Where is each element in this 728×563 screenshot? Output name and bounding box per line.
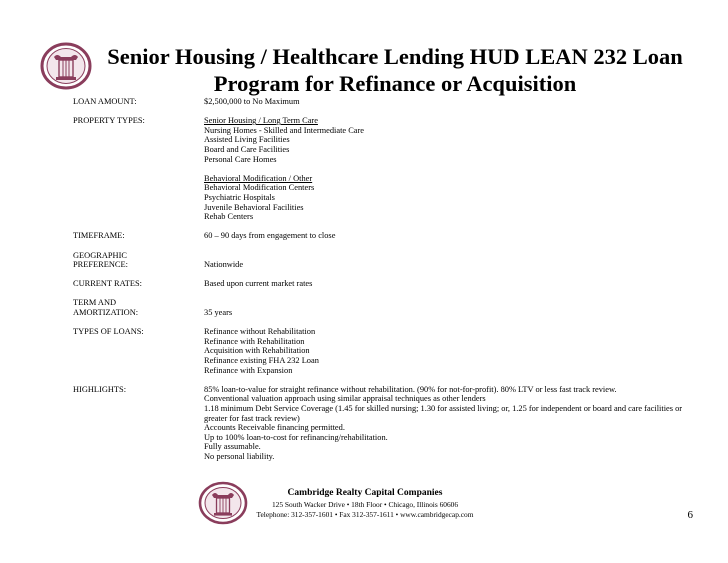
- highlights-label: HIGHLIGHTS:: [73, 384, 127, 394]
- list-item: Up to 100% loan-to-cost for refinancing/rehabilitation.: [204, 432, 388, 442]
- list-item: Juvenile Behavioral Facilities: [204, 202, 304, 212]
- property-group-heading: Behavioral Modification / Other: [204, 173, 313, 183]
- company-logo-icon: [40, 40, 92, 92]
- current-rates-row: [73, 279, 693, 289]
- footer-contact: Telephone: 312-357-1601 • Fax 312-357-1611 • www.cambridgecap.com: [256, 510, 474, 519]
- term-label-line: TERM AND: [73, 298, 117, 308]
- term-value: 35 years: [204, 308, 233, 318]
- list-item: Acquisition with Rehabilitation: [204, 346, 310, 356]
- types-of-loans-row: [73, 327, 693, 375]
- timeframe-row: [73, 231, 693, 241]
- footer: [230, 487, 500, 520]
- timeframe-label: TIMEFRAME:: [73, 231, 125, 241]
- list-item: Assisted Living Facilities: [204, 135, 290, 145]
- list-item: Refinance existing FHA 232 Loan: [204, 356, 319, 366]
- types-of-loans-label: TYPES OF LOANS:: [73, 327, 144, 337]
- property-types-row: [73, 116, 693, 222]
- types-of-loans-value: [204, 327, 693, 375]
- list-item: Refinance without Rehabilitation: [204, 327, 316, 337]
- highlights-value: [204, 385, 693, 462]
- highlights-row: [73, 385, 693, 462]
- list-item: Refinance with Expansion: [204, 365, 293, 375]
- geographic-label: [73, 251, 204, 270]
- list-item: Psychiatric Hospitals: [204, 192, 275, 202]
- list-item: Rehab Centers: [204, 212, 254, 222]
- geographic-value: Nationwide: [204, 260, 244, 270]
- list-item: Fully assumable.: [204, 442, 261, 452]
- term-label: [73, 298, 204, 317]
- geographic-label-line: GEOGRAPHIC: [73, 250, 127, 260]
- term-row: [73, 298, 693, 317]
- term-label-line: AMORTIZATION:: [73, 308, 139, 318]
- page-number: 6: [687, 509, 693, 521]
- geographic-row: [73, 251, 693, 270]
- list-item: 1.18 minimum Debt Service Coverage (1.45 for skilled nursing; 1.30 for assisted living; or, 1.25 for independent or board and care facilities or greater for fast track review): [204, 404, 683, 423]
- loan-amount-row: [73, 97, 693, 107]
- footer-company: Cambridge Realty Capital Companies: [287, 488, 443, 498]
- list-item: 85% loan-to-value for straight refinance without rehabilitation. (90% for not-for-profit). 80% LTV or less fast track review.: [204, 384, 617, 394]
- footer-address: 125 South Wacker Drive • 18th Floor • Chicago, Illinois 60606: [271, 500, 459, 509]
- page-title: [100, 43, 690, 97]
- list-item: No personal liability.: [204, 451, 275, 461]
- property-types-value: [204, 116, 693, 222]
- timeframe-value: 60 – 90 days from engagement to close: [204, 231, 336, 241]
- property-group-heading: Senior Housing / Long Term Care: [204, 116, 318, 126]
- loan-amount-value: $2,500,000 to No Maximum: [204, 97, 300, 106]
- term-value-wrap: [204, 298, 693, 317]
- geographic-label-line: PREFERENCE:: [73, 260, 128, 270]
- title-line-1: Senior Housing / Healthcare Lending HUD LEAN 232 Loan: [107, 44, 683, 69]
- loan-amount-label: LOAN AMOUNT:: [73, 97, 137, 106]
- list-item: Conventional valuation approach using similar appraisal techniques as other lenders: [204, 394, 486, 404]
- current-rates-value: Based upon current market rates: [204, 279, 313, 289]
- title-line-2: Program for Refinance or Acquisition: [213, 71, 577, 96]
- list-item: Behavioral Modification Centers: [204, 183, 315, 193]
- list-item: Accounts Receivable financing permitted.: [204, 423, 345, 433]
- loan-details: [73, 97, 693, 471]
- property-types-label: PROPERTY TYPES:: [73, 116, 145, 126]
- list-item: Refinance with Rehabilitation: [204, 336, 305, 346]
- current-rates-label: CURRENT RATES:: [73, 279, 142, 289]
- list-item: Nursing Homes - Skilled and Intermediate Care: [204, 125, 365, 135]
- geographic-value-wrap: [204, 251, 693, 270]
- list-item: Board and Care Facilities: [204, 144, 290, 154]
- list-item: Personal Care Homes: [204, 154, 277, 164]
